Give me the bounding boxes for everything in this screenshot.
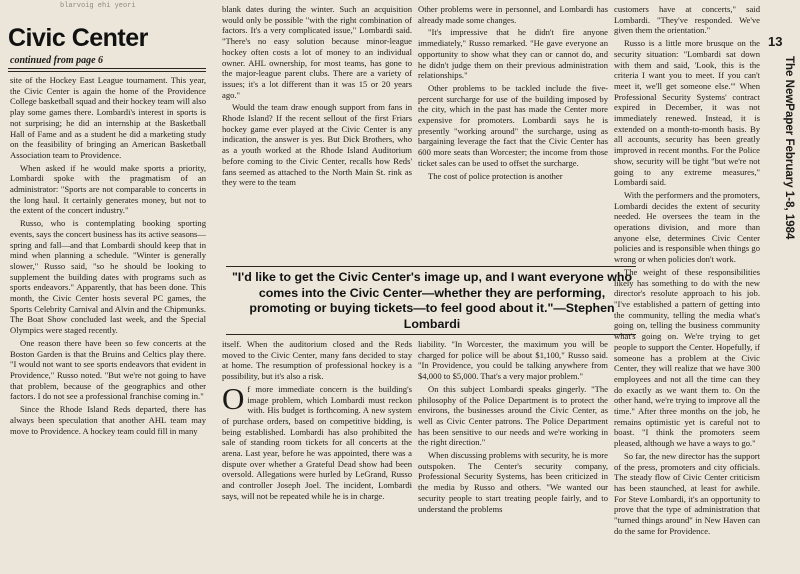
running-head-text: The NewPaper February 1-8, 1984 [783,56,795,240]
paragraph: Other problems to be tackled include the five-percent surcharge for use of the building imposed by the city, which in the past has made the Center more expensive for promoters. Lombardi says he is presently "working around" the surcharge, using as bargaining leverage the fact that the Civic Center has 600 more seats than Worcester; the income from those ticket sales can be used to offset the surcharge. [418,82,608,168]
column-1 [10,75,206,438]
pull-quote: "I'd like to get the Civic Center's image up, and I want everyone who comes into the Civic Center—whether they are performing, promoting or buying tickets—to feel good about it."—Stephen Lombardi [231,270,633,331]
paragraph: Russo is a little more brusque on the security situation: "Lombardi sat down with them and said, 'Look, this is the criteria I want you to meet. If you can't meet it, we'll get someone else.'" When Professional Security Systems' contract expired in December, it was not immediately renewed. Instead, it is extended on a month-to-month basis. By all accounts, security has been greatly improved in recent months. For the Police show, security will be tight "but we're not going to any extreme measures," Lombardi said. [614,38,760,188]
headline-rule-2 [8,71,206,72]
paragraph: Since the Rhode Island Reds departed, there has always been speculation that another AHL team may move to Providence. A hockey team could fill in many [10,404,206,436]
paragraph: Would the team draw enough support from fans in Rhode Island? If the recent sellout of the first Friars hockey game ever played at the Civic Center is any indication, the answer is yes. But Dick Brothers, who as a youth worked at the Rhode Island Auditorium before coming to the Civic Center, recalls how Reds' fans seemed as attached to the North Main St. rink as they were to the team [222,102,412,188]
paragraph: When asked if he would make sports a priority, Lombardi spoke with the pragmatism of an administrator: "Sports are not comparable to concerts in the long haul. It certainly generates money, but not to the extent of the concert industry." [10,162,206,216]
column-3-bottom [418,339,608,516]
paragraph: When discussing problems with security, he is more outspoken. The Center's security company, Professional Security Systems, has been criticized in the media by Russo and others. "We wanted our security people to start treating people fairly, and to understand the problems [418,450,608,514]
paragraph: liability. "In Worcester, the maximum you will be charged for police will be about $1,100," Russo said. "In Providence, you could be talking anywhere from $4,000 to $5,000. That's a very major problem." [418,339,608,382]
column-2-top [222,4,412,190]
paragraph: Russo, who is contemplating booking sporting events, says the concert business has its active seasons—spring and fall—and that Lombardi should keep that in mind when planning a schedule. "Winter is generally slower," Russo said, "so he should be looking to supplement the building dates with programs such as sports endeavors." Apparently, that has been done. This month, the Civic Center hosts several PC games, the Sports Celebrity Carnival and Alvin and the Chipmunks. The Boat Show concluded last week, and the Special Olympics were staged recently. [10,218,206,336]
paragraph: Other problems were in personnel, and Lombardi has already made some changes. [418,4,608,25]
paragraph: customers have at concerts," said Lombardi. "They've responded. We've given them the orientation." [614,4,760,36]
column-2-bottom [222,339,412,504]
paragraph: site of the Hockey East League tournament. This year, the Civic Center is again the home of the Providence College basketball squad and their hockey team will also play some games there. Lombardi's interest in sports is not surprising; he did an internship at the Basketball Hall of Fame and as a student he did a marketing study on the feasibility of bringing an American Basketball Association team to Providence. [10,75,206,160]
paragraph: blank dates during the winter. Such an acquisition would only be possible "with the right combination of factors. It's a very complicated issue," Lombardi said. "There's no easy solution because minor-league hockey often costs a lot of money to an individual owner. AHL ownership, for most teams, has gone to the major-league parent clubs. There are a variety of issues; it's a lot different than it was 15 or 20 years ago." [222,4,412,100]
column-3-top [418,4,608,183]
paragraph: The cost of police protection is another [428,170,563,181]
bleed-through-text: blarvoig ehi yeori [60,2,136,10]
pullquote-rule-top [226,266,636,267]
paragraph: itself. When the auditorium closed and the Reds moved to the Civic Center, many fans decided to stay at home. The resumption of professional hockey is a possibility, but it's also a risk. [222,339,412,382]
running-head [781,56,797,316]
pullquote-rule-bottom [226,334,636,335]
page-number: 13 [768,34,783,49]
paragraph: So far, the new director has the support of the press, promoters and city officials. The steady flow of Civic Center criticism has been staunched, at least for awhile. For Steve Lombardi, it's an opportunity to prove that the type of administration that "turned things around" in New Haven can do the same for Providence. [614,450,760,536]
column-4 [614,4,760,538]
paragraph-body: f more immediate concern is the building's image problem, which Lombardi must reckon with. His budget is forthcoming. A new system of purchase orders, based on competitive bidding, is being established. Lombardi has also prohibited the sale of standing room tickets for all concerts at the arena. Last year, before he was appointed, there was a dispute over whether a Grateful Dead show had been oversold. Allegations were hurled by LeGrand, Russo and controller Joseph Joel. The incident, Lombardi says, will not be repeated while he is in charge. [222,383,412,501]
drop-cap: O [222,380,245,416]
paragraph: "It's impressive that he didn't fire anyone immediately," Russo remarked. "He gave everyone an opportunity to show what they can or cannot do, and he didn't judge them on their previous administration relationships." [418,27,608,81]
headline: Civic Center [8,24,148,52]
paragraph-dropcap [222,380,412,502]
paragraph: The weight of these responsibilities likely has something to do with the new director's resolute approach to his job. "I've established a pattern of getting into the community, telling the media what's going on, telling the business community what's going on. We're trying to get people to support the Center. Hopefully, if someone has a problem at the Civic Center, they will realize that we have 300 employees and not all the time can they do exactly as we want them to. On the other hand, we're trying to improve all the time." After three months on the job, he remains optimistic yet is careful not to boast. "I think the promoters seem pleased, although we have a ways to go." [614,266,760,449]
continued-note: continued from page 6 [10,55,104,66]
headline-rule [8,68,206,69]
paragraph: With the performers and the promoters, Lombardi decides the extent of security needed. He oversees the team in the operations division, and more than anyone else, determines Civic Center policies and is responsible when things go wrong or when policies don't work. [614,189,760,265]
paragraph: One reason there have been so few concerts at the Boston Garden is that the Bruins and Celtics play there. "I would not want to see sports endeavors that evident in Providence," Russo noted. "But we're not going to have that problem, because of the geographics and other factors. I do not see a professional franchise coming in." [10,337,206,402]
paragraph: On this subject Lombardi speaks gingerly. "The philosophy of the Police Department is to protect the environs, the businesses around the Civic Center, as well as Civic Center patrons. The Police Department has been sensitive to our needs and we're working in the right direction." [418,383,608,448]
